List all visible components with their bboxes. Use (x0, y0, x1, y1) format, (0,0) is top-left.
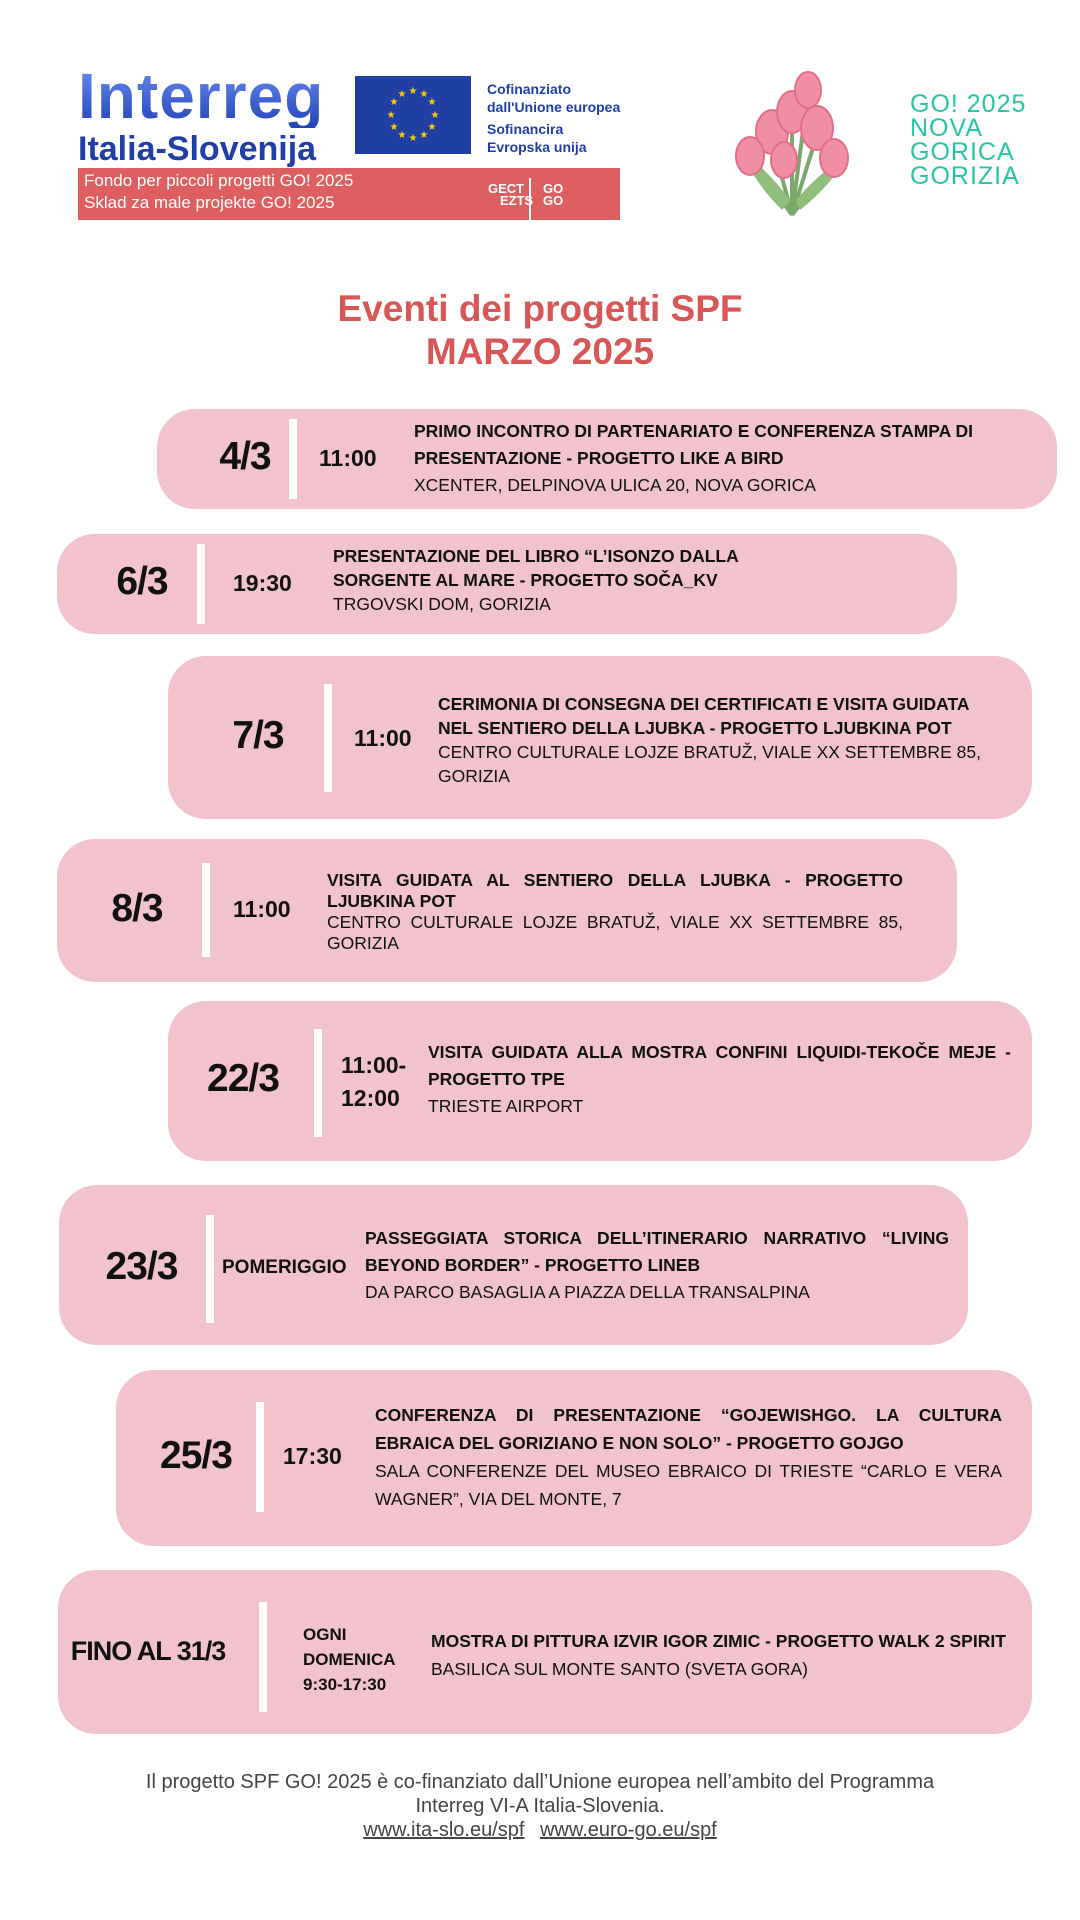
svg-text:★: ★ (397, 89, 407, 100)
divider (202, 863, 210, 957)
event-title: CONFERENZA DI PRESENTAZIONE “GOJEWISHGO. LA CULTURA EBRAICA DEL GORIZIANO E NON SOLO” - PROGETTO GOJGO (375, 1405, 1002, 1453)
event-place: BASILICA SUL MONTE SANTO (SVETA GORA) (431, 1659, 808, 1679)
svg-text:★: ★ (419, 130, 429, 141)
euro-go-link[interactable]: www.euro-go.eu/spf (539, 1819, 717, 1841)
eu-text-line: Sofinancira (487, 121, 564, 137)
svg-text:★: ★ (389, 97, 399, 108)
banner-line-sl: Sklad za male projekte GO! 2025 (84, 193, 335, 212)
svg-text:★: ★ (430, 110, 440, 121)
divider (324, 684, 332, 792)
event-title: PRIMO INCONTRO DI PARTENARIATO E CONFERENZA STAMPA DI PRESENTAZIONE - PROGETTO LIKE A BIRD (414, 421, 974, 468)
ezts-text: EZTS (500, 193, 534, 208)
gect-text: GECT (488, 181, 525, 196)
spf-banner (78, 168, 620, 220)
go2025-line: GORIZIA (910, 162, 1020, 190)
event-place: TRIESTE AIRPORT (428, 1096, 584, 1116)
page-title: Eventi dei progetti SPF (337, 288, 743, 329)
event-time: OGNI DOMENICA 9:30-17:30 (303, 1625, 395, 1694)
event-card (57, 534, 957, 634)
event-description (431, 1627, 1031, 1683)
svg-text:★: ★ (389, 122, 399, 133)
divider (314, 1029, 322, 1137)
event-time: 11:00 (354, 725, 412, 751)
eu-text-line: dall'Unione europea (487, 99, 621, 115)
event-description (414, 418, 1014, 499)
event-card (57, 839, 957, 982)
event-card (157, 409, 1057, 509)
divider (197, 544, 205, 624)
event-card (168, 656, 1032, 819)
event-title: MOSTRA DI PITTURA IZVIR IGOR ZIMIC - PROGETTO WALK 2 SPIRIT (431, 1631, 1006, 1651)
event-time: 11:00 (319, 445, 377, 471)
ita-slo-link[interactable]: www.ita-slo.eu/spf (363, 1819, 525, 1841)
svg-text:★: ★ (419, 89, 429, 100)
event-time: 11:00-12:00 (341, 1052, 407, 1111)
divider (206, 1215, 214, 1323)
event-time: 11:00 (233, 896, 291, 922)
eu-text-line: Cofinanziato (487, 81, 571, 97)
event-title: VISITA GUIDATA AL SENTIERO DELLA LJUBKA - PROGETTO LJUBKINA POT (327, 870, 903, 911)
event-place: CENTRO CULTURALE LOJZE BRATUŽ, VIALE XX SETTEMBRE 85, GORIZIA (438, 742, 981, 786)
interreg-subtitle: Italia-Slovenija (78, 130, 317, 168)
event-time: POMERIGGIO (222, 1257, 347, 1278)
event-description (333, 544, 753, 616)
event-card (58, 1570, 1032, 1734)
event-title: PRESENTAZIONE DEL LIBRO “L’ISONZO DALLA SORGENTE AL MARE - PROGETTO SOČA_KV (333, 546, 739, 590)
footer (0, 1770, 1080, 1842)
go2025-line: GO! 2025 (910, 90, 1027, 118)
svg-text:★: ★ (408, 133, 418, 144)
event-description (428, 1039, 1011, 1120)
event-time: 19:30 (233, 570, 292, 596)
go2025-logo (910, 92, 1080, 188)
event-date: 6/3 (116, 560, 168, 603)
event-place: CENTRO CULTURALE LOJZE BRATUŽ, VIALE XX SETTEMBRE 85, GORIZIA (327, 912, 903, 953)
interreg-title: Interreg (78, 60, 325, 132)
event-date: FINO AL 31/3 (70, 1636, 226, 1666)
svg-text:★: ★ (397, 130, 407, 141)
divider (259, 1602, 267, 1712)
event-place: SALA CONFERENZE DEL MUSEO EBRAICO DI TRIESTE “CARLO E VERA WAGNER”, VIA DEL MONTE, 7 (375, 1461, 1002, 1509)
svg-text:★: ★ (408, 86, 418, 97)
event-date: 23/3 (105, 1245, 178, 1288)
gect-go-logo (488, 178, 578, 212)
interreg-logo (78, 60, 338, 168)
banner-line-it: Fondo per piccoli progetti GO! 2025 (84, 171, 354, 190)
footer-line: Interreg VI-A Italia-Slovenia. (415, 1795, 665, 1817)
event-time: 17:30 (283, 1443, 342, 1469)
divider (256, 1402, 264, 1512)
event-description (375, 1401, 1002, 1513)
event-title: PASSEGGIATA STORICA DELL’ITINERARIO NARRATIVO “LIVING BEYOND BORDER” - PROGETTO LINEB (365, 1228, 949, 1275)
event-date: 8/3 (111, 887, 163, 930)
event-description (438, 692, 998, 788)
event-date: 4/3 (219, 435, 271, 478)
event-date: 22/3 (207, 1057, 279, 1100)
eu-text-line: Evropska unija (487, 139, 587, 155)
event-title: CERIMONIA DI CONSEGNA DEI CERTIFICATI E VISITA GUIDATA NEL SENTIERO DELLA LJUBKA - PROGETTO LJUBKINA POT (438, 694, 969, 738)
page-subtitle: MARZO 2025 (425, 331, 655, 372)
eu-flag-icon (355, 76, 471, 154)
event-date: 7/3 (232, 714, 284, 757)
event-title: VISITA GUIDATA ALLA MOSTRA CONFINI LIQUIDI-TEKOČE MEJE - PROGETTO TPE (428, 1042, 1011, 1089)
event-card (116, 1370, 1032, 1546)
event-place: DA PARCO BASAGLIA A PIAZZA DELLA TRANSALPINA (365, 1282, 810, 1302)
go-text: GO (543, 181, 564, 196)
event-place: TRGOVSKI DOM, GORIZIA (333, 594, 551, 614)
go2025-line: NOVA GORICA (910, 114, 1015, 166)
event-date: 25/3 (160, 1434, 232, 1477)
event-card (59, 1185, 968, 1345)
event-description (365, 1225, 949, 1306)
svg-text:★: ★ (427, 122, 437, 133)
eu-cofunding-text (487, 80, 620, 156)
event-card (168, 1001, 1032, 1161)
go-text: GO (543, 193, 564, 208)
event-place: XCENTER, DELPINOVA ULICA 20, NOVA GORICA (414, 475, 816, 495)
divider (289, 419, 297, 499)
tulips-icon (712, 60, 872, 220)
svg-text:★: ★ (386, 110, 396, 121)
footer-line: Il progetto SPF GO! 2025 è co-finanziato dall’Unione europea nell’ambito del Programma (145, 1771, 935, 1793)
event-description (327, 870, 903, 954)
svg-text:★: ★ (427, 97, 437, 108)
